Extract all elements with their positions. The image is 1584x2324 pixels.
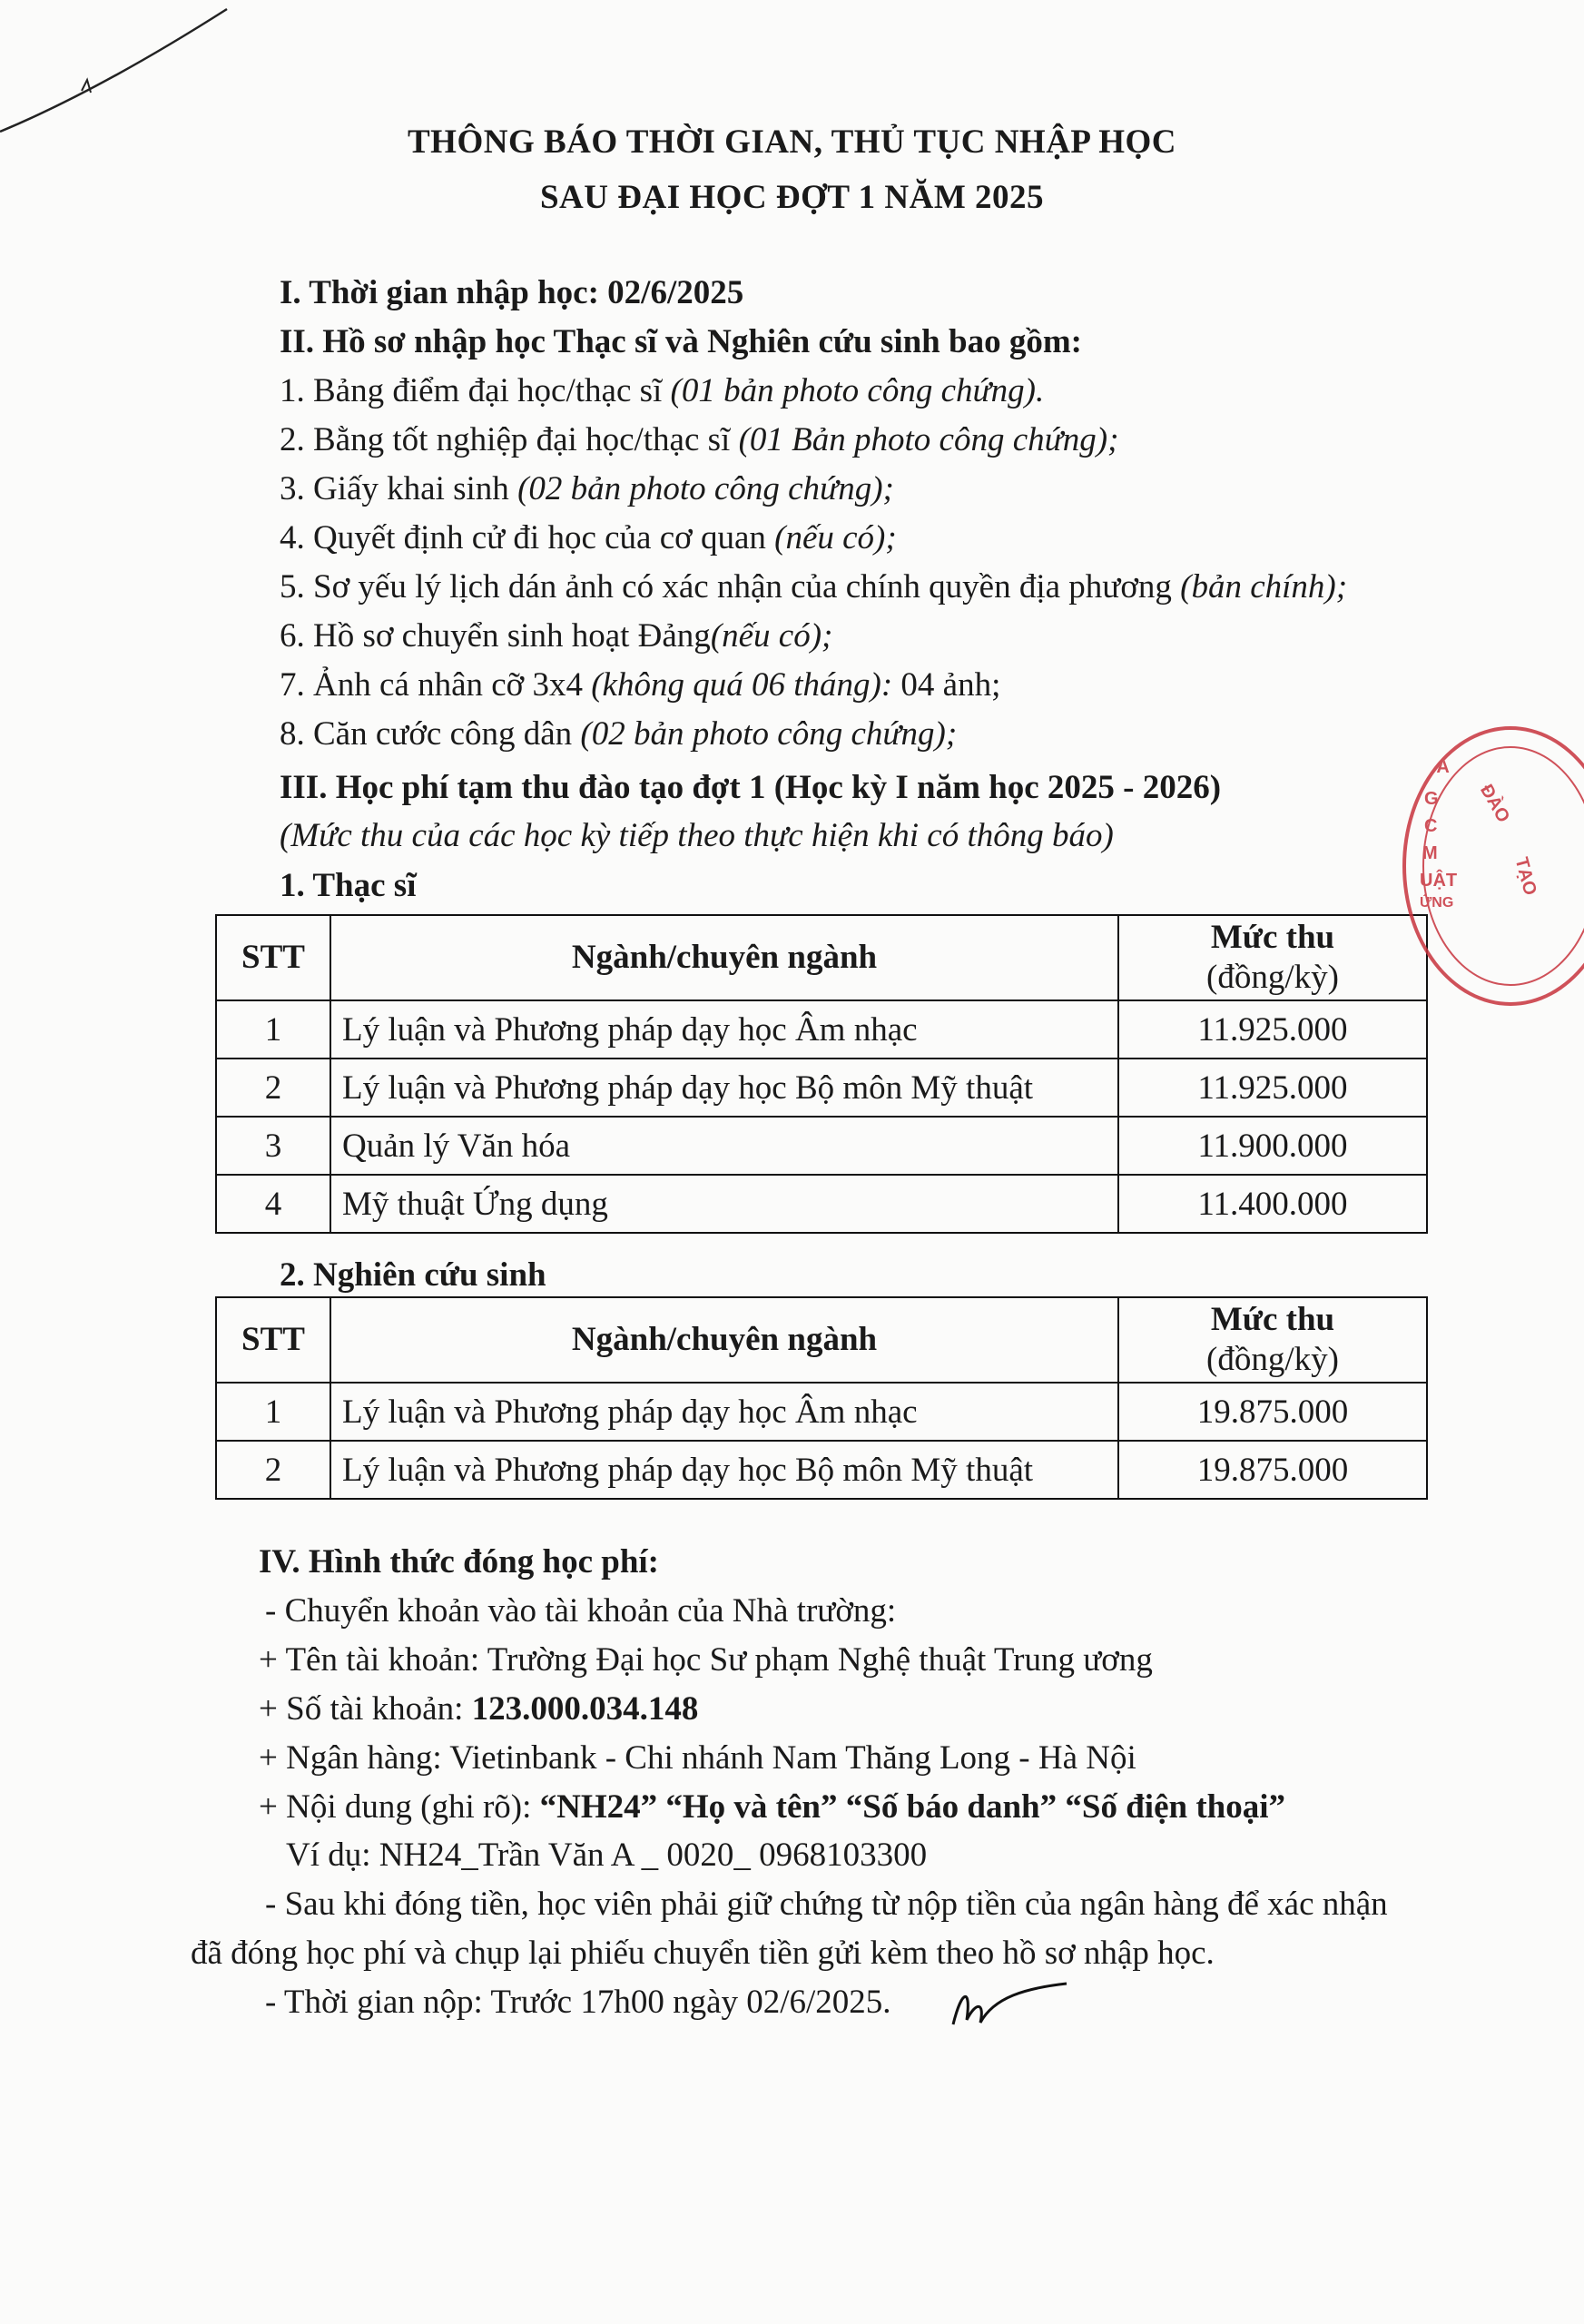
- list-item-note: (nếu có);: [710, 617, 833, 655]
- title-line-2: SAU ĐẠI HỌC ĐỢT 1 NĂM 2025: [539, 179, 1044, 216]
- table-row: [216, 1117, 1427, 1175]
- account-number-label: + Số tài khoản:: [259, 1690, 472, 1728]
- bank-line: + Ngân hàng: Vietinbank - Chi nhánh Nam Thăng Long - Hà Nội: [259, 1739, 1136, 1777]
- list-item-note: (nếu có);: [774, 519, 897, 556]
- seal-text: UẬT: [1420, 871, 1458, 891]
- masters-heading: 1. Thạc sĩ: [280, 867, 417, 904]
- list-item-note: (01 Bản photo công chứng);: [738, 421, 1119, 458]
- section-4-heading: IV. Hình thức đóng học phí:: [259, 1543, 660, 1581]
- account-name-line: + Tên tài khoản: Trường Đại học Sư phạm Nghệ thuật Trung ương: [259, 1641, 1153, 1679]
- list-item-note: (bản chính);: [1180, 568, 1348, 606]
- row-fee-cell: 11.925.000: [1118, 1000, 1427, 1059]
- list-item: [280, 372, 1044, 411]
- list-item: [280, 617, 832, 656]
- account-number-line: [259, 1690, 698, 1729]
- after-payment-line-1: - Sau khi đóng tiền, học viên phải giữ chứng từ nộp tiền của ngân hàng để xác nhận: [265, 1886, 1388, 1923]
- masters-fee-table: [215, 914, 1428, 1234]
- table-row: [216, 1059, 1427, 1117]
- section-3-heading: III. Học phí tạm thu đào tạo đợt 1 (Học kỳ I năm học 2025 - 2026): [280, 769, 1222, 806]
- transfer-line: - Chuyển khoản vào tài khoản của Nhà trường:: [265, 1592, 897, 1630]
- list-item: [280, 470, 894, 509]
- section-2-heading: II. Hồ sơ nhập học Thạc sĩ và Nghiên cứu sinh bao gồm:: [280, 323, 1082, 360]
- list-item-text: 4. Quyết định cử đi học của cơ quan: [280, 519, 775, 556]
- table-row: [216, 1383, 1427, 1441]
- seal-text: ỨNG: [1420, 895, 1454, 911]
- seal-text: C: [1424, 816, 1438, 836]
- list-item: [280, 715, 957, 754]
- list-item-text: 8. Căn cước công dân: [280, 715, 581, 753]
- row-stt-cell: 3: [216, 1117, 330, 1175]
- section-1-heading: I. Thời gian nhập học: 02/6/2025: [280, 274, 744, 311]
- example-line: Ví dụ: NH24_Trần Văn A _ 0020_ 0968103300: [286, 1837, 928, 1874]
- row-fee-cell: 11.925.000: [1118, 1059, 1427, 1117]
- phd-fee-table: [215, 1296, 1428, 1500]
- list-item-note: (01 bản photo công chứng).: [670, 372, 1045, 409]
- seal-text: TẠO: [1510, 855, 1540, 898]
- row-stt-cell: 1: [216, 1383, 330, 1441]
- content-value: “NH24” “Họ và tên” “Số báo danh” “Số điện thoại”: [539, 1788, 1285, 1826]
- row-major-cell: Lý luận và Phương pháp dạy học Bộ môn Mỹ thuật: [330, 1441, 1118, 1499]
- initials-signature-icon: [944, 1970, 1071, 2043]
- table-row: [216, 1000, 1427, 1059]
- seal-text: VÀ: [1424, 757, 1450, 777]
- seal-text: G: [1424, 789, 1439, 809]
- row-major-cell: Lý luận và Phương pháp dạy học Âm nhạc: [330, 1383, 1118, 1441]
- col-major-header: Ngành/chuyên ngành: [330, 915, 1118, 1000]
- row-fee-cell: 11.400.000: [1118, 1175, 1427, 1233]
- seal-inner-ring: [1422, 746, 1584, 986]
- list-item: [280, 568, 1347, 607]
- row-major-cell: Mỹ thuật Ứng dụng: [330, 1175, 1118, 1233]
- table-header-row: [216, 915, 1427, 1000]
- seal-text: M: [1422, 843, 1438, 863]
- col-fee-header-line1: Mức thu: [1210, 1300, 1335, 1338]
- col-fee-header-line2: (đồng/kỳ): [1206, 1341, 1339, 1378]
- seal-text: ĐÀO: [1476, 781, 1514, 826]
- list-item-text: 2. Bằng tốt nghiệp đại học/thạc sĩ: [280, 421, 739, 458]
- col-fee-header: [1118, 1297, 1427, 1383]
- col-fee-header-line1: Mức thu: [1210, 918, 1335, 956]
- account-number-value: 123.000.034.148: [471, 1690, 699, 1728]
- row-fee-cell: 19.875.000: [1118, 1441, 1427, 1499]
- col-major-header: Ngành/chuyên ngành: [330, 1297, 1118, 1383]
- col-stt-header: STT: [216, 915, 330, 1000]
- row-fee-cell: 19.875.000: [1118, 1383, 1427, 1441]
- list-item-note: (không quá 06 tháng):: [591, 666, 893, 704]
- after-payment-line-2: đã đóng học phí và chụp lại phiếu chuyển tiền gửi kèm theo hồ sơ nhập học.: [191, 1935, 1215, 1972]
- list-item-text: 7. Ảnh cá nhân cỡ 3x4: [280, 666, 592, 704]
- row-fee-cell: 11.900.000: [1118, 1117, 1427, 1175]
- list-item-text: 3. Giấy khai sinh: [280, 470, 518, 507]
- list-item: [280, 666, 1000, 705]
- phd-heading: 2. Nghiên cứu sinh: [280, 1256, 546, 1294]
- row-major-cell: Lý luận và Phương pháp dạy học Bộ môn Mỹ thuật: [330, 1059, 1118, 1117]
- list-item-text: 5. Sơ yếu lý lịch dán ảnh có xác nhận của chính quyền địa phương: [280, 568, 1181, 606]
- section-3-note: (Mức thu của các học kỳ tiếp theo thực hiện khi có thông báo): [280, 817, 1114, 854]
- title-line-1: THÔNG BÁO THỜI GIAN, THỦ TỤC NHẬP HỌC: [407, 123, 1177, 161]
- table-row: [216, 1441, 1427, 1499]
- col-fee-header-line2: (đồng/kỳ): [1206, 959, 1339, 996]
- table-row: [216, 1175, 1427, 1233]
- list-item-tail: 04 ảnh;: [892, 666, 1001, 704]
- row-stt-cell: 2: [216, 1441, 330, 1499]
- official-seal-icon: [1402, 726, 1584, 1006]
- row-stt-cell: 2: [216, 1059, 330, 1117]
- content-label: + Nội dung (ghi rõ):: [259, 1788, 540, 1826]
- list-item-note: (02 bản photo công chứng);: [580, 715, 958, 753]
- row-major-cell: Quản lý Văn hóa: [330, 1117, 1118, 1175]
- col-stt-header: STT: [216, 1297, 330, 1383]
- list-item-text: 1. Bảng điểm đại học/thạc sĩ: [280, 372, 671, 409]
- list-item-text: 6. Hồ sơ chuyển sinh hoạt Đảng: [280, 617, 711, 655]
- row-major-cell: Lý luận và Phương pháp dạy học Âm nhạc: [330, 1000, 1118, 1059]
- table-header-row: [216, 1297, 1427, 1383]
- row-stt-cell: 1: [216, 1000, 330, 1059]
- list-item: [280, 519, 897, 558]
- col-fee-header: [1118, 915, 1427, 1000]
- deadline-line: - Thời gian nộp: Trước 17h00 ngày 02/6/2025.: [265, 1984, 891, 2021]
- list-item: [280, 421, 1118, 460]
- content-line: [259, 1788, 1285, 1827]
- list-item-note: (02 bản photo công chứng);: [517, 470, 894, 507]
- row-stt-cell: 4: [216, 1175, 330, 1233]
